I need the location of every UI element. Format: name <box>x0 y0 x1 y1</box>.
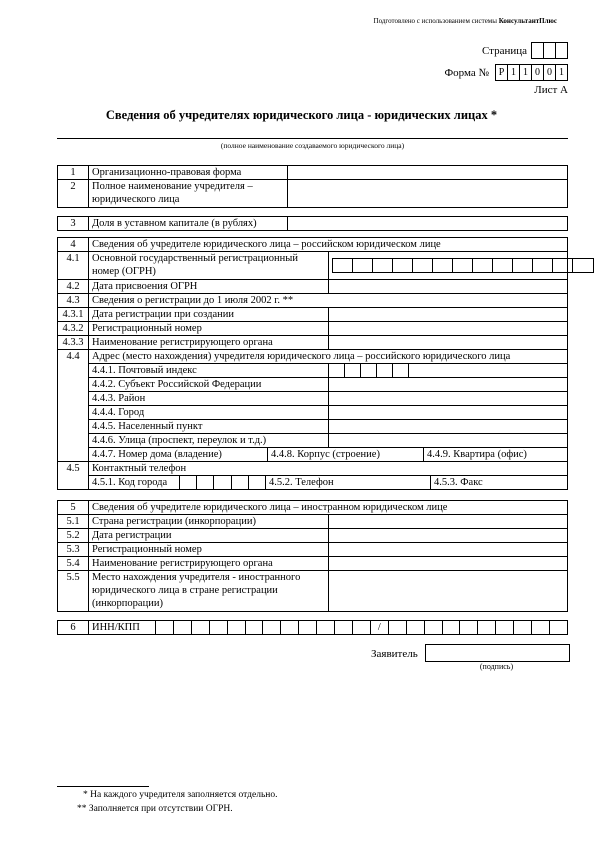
row-number: 4.3 <box>58 294 89 308</box>
foreign-reg-number-field[interactable] <box>328 543 568 557</box>
page-number-field <box>482 42 568 59</box>
row-label: Наименование регистрирующего органа <box>89 336 329 350</box>
phone-field[interactable]: 4.5.2. Телефон <box>266 476 431 489</box>
row-label: 4.4.3. Район <box>89 392 329 406</box>
row-label: 4.4.4. Город <box>89 406 329 420</box>
row-number: 5.5 <box>58 571 89 612</box>
apartment-field[interactable]: 4.4.9. Квартира (офис) <box>427 449 527 460</box>
row-number: 4.3.1 <box>58 308 89 322</box>
form-label: Форма № <box>444 66 489 79</box>
form-title: Сведения об учредителях юридического лица - юридических лицах * <box>105 108 498 122</box>
ogrn-boxes[interactable] <box>332 258 594 273</box>
row-number: 6 <box>58 621 89 635</box>
row-number: 4.4 <box>58 350 89 462</box>
inn-kpp-boxes[interactable] <box>156 621 567 634</box>
row-label: Дата присвоения ОГРН <box>89 280 329 294</box>
section-foreign-founder <box>57 500 568 612</box>
legal-form-field[interactable] <box>288 166 568 180</box>
row-label: Адрес (место нахождения) учредителя юридического лица – российского юридического лица <box>89 350 568 364</box>
row-label: 4.4.6. Улица (проспект, переулок и т.д.) <box>89 434 329 448</box>
row-label: 4.4.1. Почтовый индекс <box>89 364 329 378</box>
city-code-label: 4.5.1. Код города <box>89 476 180 489</box>
city-code-boxes[interactable] <box>180 476 266 489</box>
signature-field[interactable] <box>425 644 570 662</box>
registrar-field[interactable] <box>328 336 568 350</box>
brand-name: КонсультантПлюс <box>498 17 557 25</box>
foreign-reg-date-field[interactable] <box>328 529 568 543</box>
footnote-1: * На каждого учредителя заполняется отдельно. <box>83 790 278 800</box>
form-code-char: 1 <box>556 64 568 81</box>
prepared-note: Подготовлено с использованием системы КонсультантПлюс <box>373 17 557 25</box>
full-name-input-line[interactable] <box>57 138 568 139</box>
full-name-field[interactable] <box>288 180 568 208</box>
signature-caption: (подпись) <box>479 662 514 671</box>
row-label: Дата регистрации <box>89 529 329 543</box>
row-label: 4.4.5. Населенный пункт <box>89 420 329 434</box>
row-number: 5.4 <box>58 557 89 571</box>
inn-kpp-separator: / <box>371 621 389 634</box>
foreign-address-field[interactable] <box>328 571 568 612</box>
row-number: 2 <box>58 180 89 208</box>
row-number: 1 <box>58 166 89 180</box>
section-share <box>57 216 568 231</box>
foreign-registrar-field[interactable] <box>328 557 568 571</box>
city-field[interactable] <box>328 406 568 420</box>
page-digit-3[interactable] <box>556 42 568 59</box>
settlement-field[interactable] <box>328 420 568 434</box>
page-label: Страница <box>481 44 527 57</box>
row-label: Место нахождения учредителя - иностранного юридического лица в стране регистрации (инкорпорации) <box>89 571 329 612</box>
building-field[interactable]: 4.4.8. Корпус (строение) <box>268 448 424 461</box>
section-russian-founder <box>57 237 568 490</box>
row-label: Основной государственный регистрационный номер (ОГРН) <box>89 252 329 280</box>
row-number: 4.3.3 <box>58 336 89 350</box>
row-number: 5.3 <box>58 543 89 557</box>
row-label: Сведения об учредителе юридического лица – иностранном юридическом лице <box>89 501 568 515</box>
row-label: Страна регистрации (инкорпорации) <box>89 515 329 529</box>
form-number <box>444 64 568 81</box>
row-label: ИНН/КПП <box>89 621 156 635</box>
page-digit-2[interactable] <box>544 42 556 59</box>
section-legal-form <box>57 165 568 208</box>
house-field[interactable]: 4.4.7. Номер дома (владение) <box>89 448 268 461</box>
row-number: 4.2 <box>58 280 89 294</box>
registration-number-field[interactable] <box>328 322 568 336</box>
row-number: 4.1 <box>58 252 89 280</box>
form-code-char: 0 <box>544 64 556 81</box>
country-field[interactable] <box>328 515 568 529</box>
page-digit-1[interactable] <box>531 42 544 59</box>
form-code-char: 0 <box>532 64 544 81</box>
row-label: Контактный телефон <box>89 462 568 476</box>
footnote-2: ** Заполняется при отсутствии ОГРН. <box>77 804 233 814</box>
street-field[interactable] <box>328 434 568 448</box>
row-number: 5 <box>58 501 89 515</box>
row-number: 3 <box>58 217 89 231</box>
section-inn-kpp <box>57 620 568 635</box>
district-field[interactable] <box>328 392 568 406</box>
row-label: 4.4.2. Субъект Российской Федерации <box>89 378 329 392</box>
region-field[interactable] <box>328 378 568 392</box>
row-number: 4.3.2 <box>58 322 89 336</box>
row-label: Дата регистрации при создании <box>89 308 329 322</box>
full-name-caption: (полное наименование создаваемого юридического лица) <box>220 141 405 150</box>
row-label: Наименование регистрирующего органа <box>89 557 329 571</box>
creation-date-field[interactable] <box>328 308 568 322</box>
row-label: Сведения об учредителе юридического лица – российском юридическом лице <box>89 238 568 252</box>
row-label: Доля в уставном капитале (в рублях) <box>89 217 288 231</box>
row-label: Организационно-правовая форма <box>89 166 288 180</box>
house-row <box>89 448 567 461</box>
row-number: 4 <box>58 238 89 252</box>
fax-field[interactable]: 4.5.3. Факс <box>434 477 483 488</box>
phone-row <box>89 476 567 489</box>
footnote-divider <box>57 786 149 787</box>
applicant-label: Заявитель <box>371 648 418 660</box>
form-code-char: 1 <box>508 64 520 81</box>
row-label: Полное наименование учредителя – юридического лица <box>89 180 288 208</box>
form-code-char: 1 <box>520 64 532 81</box>
row-number: 5.1 <box>58 515 89 529</box>
ogrn-date-field[interactable] <box>328 280 568 294</box>
postal-code-boxes[interactable] <box>329 364 425 377</box>
row-label: Сведения о регистрации до 1 июля 2002 г. ** <box>89 294 568 308</box>
sheet-label: Лист А <box>534 84 568 96</box>
form-code-char: Р <box>495 64 508 81</box>
share-field[interactable] <box>288 217 568 231</box>
row-label: Регистрационный номер <box>89 543 329 557</box>
row-number: 5.2 <box>58 529 89 543</box>
row-label: Регистрационный номер <box>89 322 329 336</box>
row-number: 4.5 <box>58 462 89 490</box>
